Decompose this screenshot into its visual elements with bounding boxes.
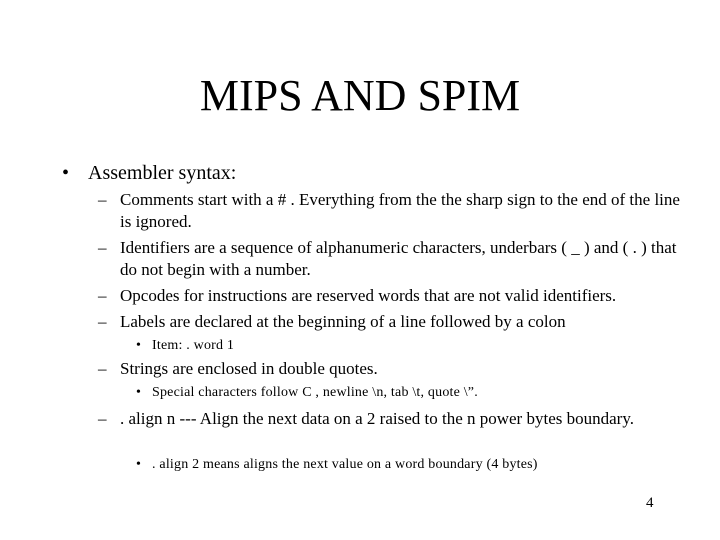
sub-item-text: Item: . word 1 (152, 338, 235, 353)
dash-mark: – (98, 190, 107, 209)
main-bullet-text: Assembler syntax: (88, 162, 237, 184)
sub-item-text: . align 2 means aligns the next value on a word boundary (4 bytes) (152, 457, 538, 472)
bullet-mark: • (136, 338, 141, 353)
sub-item-text: Special characters follow C , newline \n, tab \t, quote \”. (152, 385, 478, 400)
list-item-text: Identifiers are a sequence of alphanumeric characters, underbars ( _ ) and ( . ) that do not begin with a number. (120, 238, 677, 279)
list-item-text: . align n --- Align the next data on a 2 raised to the n power bytes boundary. (120, 409, 634, 428)
dash-mark: – (98, 312, 107, 331)
list-item-text: Labels are declared at the beginning of a line followed by a colon (120, 312, 566, 331)
dash-mark: – (98, 359, 107, 378)
page-number: 4 (646, 495, 654, 511)
dash-mark: – (98, 409, 107, 428)
bullet-mark: • (62, 162, 70, 184)
bullet-mark: • (136, 385, 141, 400)
list-item-text: Opcodes for instructions are reserved words that are not valid identifiers. (120, 286, 617, 305)
list-item-text: Strings are enclosed in double quotes. (120, 359, 378, 378)
dash-mark: – (98, 286, 107, 305)
bullet-mark: • (136, 457, 141, 472)
dash-mark: – (98, 238, 107, 257)
slide-title: MIPS AND SPIM (199, 71, 521, 120)
list-item-text: Comments start with a # . Everything from the the sharp sign to the end of the line is ignored. (120, 190, 680, 231)
